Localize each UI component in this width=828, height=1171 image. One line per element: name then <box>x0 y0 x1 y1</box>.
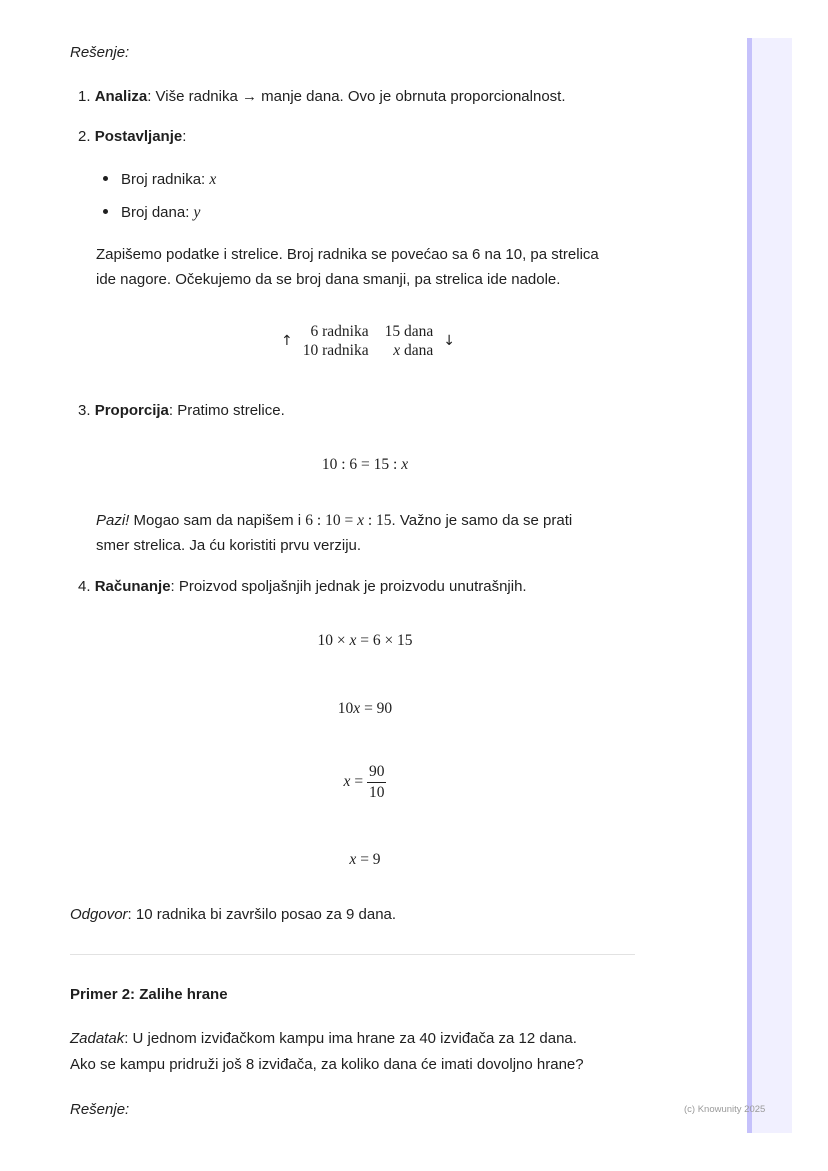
step-title: Proporcija <box>94 402 169 419</box>
equation-3 <box>0 763 730 802</box>
ratio-cell: 10 radnika <box>302 342 369 359</box>
task-label: Zadatak <box>70 1030 125 1047</box>
section-divider <box>70 954 635 955</box>
fraction-denominator: 10 <box>368 784 385 801</box>
step-number: 1. <box>78 88 91 105</box>
step-number: 4. <box>78 578 91 595</box>
bullet-text: Broj radnika: <box>121 171 210 188</box>
math-text: : 15 <box>363 512 392 529</box>
math-var: x <box>349 851 357 868</box>
step-text: : Više radnika → manje dana. Ovo je obrnuta proporcionalnost. <box>147 88 566 105</box>
equation-4 <box>0 848 730 872</box>
answer-line <box>70 902 396 928</box>
math-text: = 6 × 15 <box>356 632 413 649</box>
math-var: x <box>357 512 364 529</box>
bullet-dot <box>103 176 108 181</box>
fraction-numerator: 90 <box>367 763 387 783</box>
right-margin-bar <box>747 38 792 1133</box>
ratio-table <box>281 322 455 360</box>
bullet-item <box>103 200 200 226</box>
step-title: Postavljanje <box>94 128 183 145</box>
step-number: 2. <box>78 128 91 145</box>
math-var: x <box>401 456 409 473</box>
math-text: = 90 <box>360 700 393 717</box>
answer-label: Odgovor <box>70 906 128 923</box>
math-var: x <box>353 700 361 717</box>
ratio-unit: dana <box>400 342 434 359</box>
solution-label: Rešenje: <box>70 1101 130 1118</box>
task-line: Ako se kampu pridruži još 8 izviđača, za koliko dana će imati dovoljno hrane? <box>70 1056 584 1073</box>
step-text: : <box>182 128 187 145</box>
answer-text: : 10 radnika bi završilo posao za 9 dana. <box>127 906 397 923</box>
step-number: 3. <box>78 402 91 419</box>
step-proporcija <box>78 398 285 424</box>
step-analiza <box>78 84 566 110</box>
math-text: 10 × <box>317 632 350 649</box>
math-var: y <box>193 204 201 221</box>
math-text: 10 : 6 = 15 : <box>321 456 402 473</box>
paragraph-line: ide nagore. Očekujemo da se broj dana smanji, pa strelica ide nadole. <box>96 271 561 288</box>
math-text: 6 : 10 = <box>305 512 358 529</box>
note-line: smer strelica. Ja ću koristiti prvu verziju. <box>96 537 362 554</box>
inline-math <box>305 512 391 529</box>
section-heading: Primer 2: Zalihe hrane <box>70 986 228 1003</box>
note-paragraph <box>96 508 633 534</box>
up-arrow-icon: ↑ <box>281 332 293 349</box>
step-title: Računanje <box>94 578 171 595</box>
math-text: = <box>350 773 367 791</box>
task-line <box>70 1026 633 1052</box>
fraction <box>367 763 387 802</box>
ratio-cell <box>377 341 442 360</box>
math-var: x <box>343 773 351 791</box>
math-text: = 9 <box>356 851 381 868</box>
note-text: Mogao sam da napišem i <box>129 512 306 529</box>
step-postavljanje <box>78 124 186 150</box>
paragraph-line: Zapišemo podatke i strelice. Broj radnika se povećao sa 6 na 10, pa strelica <box>96 246 599 263</box>
equation-1 <box>0 629 730 653</box>
step-text: : Proizvod spoljašnjih jednak je proizvodu unutrašnjih. <box>170 578 527 595</box>
proportion-equation <box>0 453 730 477</box>
note-label: Pazi! <box>96 512 130 529</box>
step-text: : Pratimo strelice. <box>168 402 285 419</box>
bullet-dot <box>103 209 108 214</box>
down-arrow-icon: ↓ <box>443 332 455 349</box>
bullet-item <box>103 167 216 193</box>
bullet-text: Broj dana: <box>121 204 194 221</box>
math-var: x <box>209 171 217 188</box>
note-text: . Važno je samo da se prati <box>391 512 573 529</box>
step-title: Analiza <box>94 88 148 105</box>
ratio-cell: 6 radnika <box>310 323 369 340</box>
math-var: x <box>393 342 401 359</box>
ratio-cell: 15 dana <box>384 323 434 340</box>
math-text: 10 <box>337 700 354 717</box>
task-text: : U jednom izviđačkom kampu ima hrane za 40 izviđača za 12 dana. <box>124 1030 577 1047</box>
math-var: x <box>349 632 357 649</box>
footer-copyright: (c) Knowunity 2025 <box>684 1104 766 1115</box>
step-racunanje <box>78 574 527 600</box>
equation-2 <box>0 697 730 721</box>
solution-label: Rešenje: <box>70 44 130 61</box>
